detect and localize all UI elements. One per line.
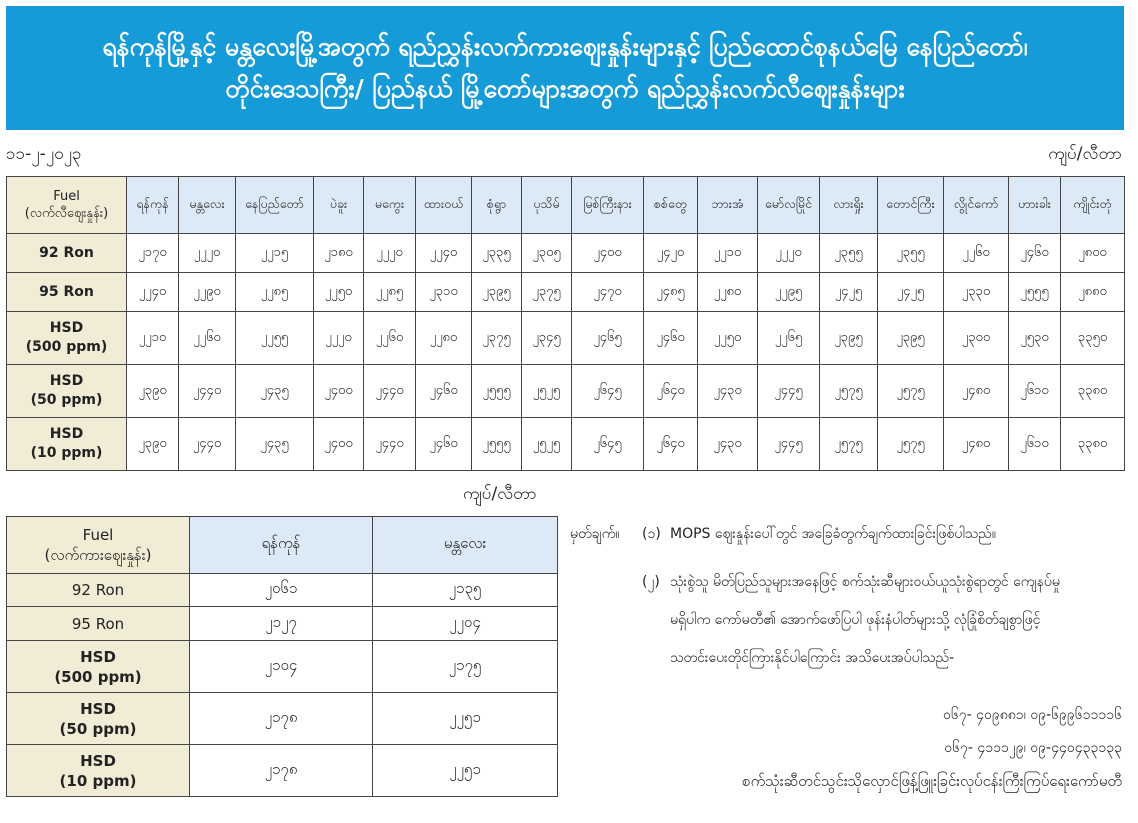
notes-label: မှတ်ချက်။ [570, 526, 620, 542]
city-column-header: ပဲခူး [314, 177, 364, 234]
fuel-type-cell [7, 234, 127, 273]
price-cell: ၂၂၀၄ [373, 607, 558, 641]
fuel-header-label: Fuel [82, 526, 114, 544]
fuel-type-cell [7, 312, 127, 365]
price-cell: ၂၄၀၀ [314, 365, 364, 418]
price-cell: ၂၈၈၀ [1061, 273, 1125, 312]
price-cell: ၂၄၄၅ [758, 365, 820, 418]
fuel-type-label: (10 ppm) [30, 445, 103, 461]
fuel-type-label: HSD [80, 647, 116, 666]
fuel-type-cell [7, 574, 190, 607]
fuel-type-cell [7, 607, 190, 641]
price-cell: ၂၂၅၁ [373, 693, 558, 745]
note-2-number: (၂) [642, 574, 660, 590]
retail-price-table [6, 176, 1125, 471]
title-line-2: တိုင်းဒေသကြီး/ ပြည်နယ် မြို့တော်များအတွက် ရည်ညွှန်းလက်လီဈေးနှုန်းများ [225, 74, 905, 103]
fuel-type-label: (500 ppm) [25, 339, 108, 355]
price-cell: ၂၄၃၅ [236, 365, 314, 418]
price-cell: ၂၃၉၀ [127, 365, 179, 418]
price-cell: ၂၁၂၇ [190, 607, 373, 641]
price-cell: ၂၄၂၅ [878, 273, 944, 312]
fuel-type-label: (50 ppm) [30, 392, 103, 408]
city-column-header: မန္တလေး [179, 177, 236, 234]
price-cell: ၂၁၀၄ [190, 641, 373, 693]
price-cell: ၂၃၉၀ [127, 418, 179, 471]
fuel-type-cell [7, 641, 190, 693]
fuel-type-cell [7, 273, 127, 312]
city-column-header: ပုသိမ် [522, 177, 572, 234]
wholesale-header-row [7, 517, 558, 574]
fuel-column-header [7, 517, 190, 574]
retail-row [7, 365, 1125, 418]
retail-row [7, 273, 1125, 312]
title-banner [6, 6, 1124, 130]
fuel-type-cell [7, 745, 190, 797]
price-cell: ၂၃၀၅ [522, 234, 572, 273]
price-date: ၁၁-၂-၂၀၂၃ [6, 144, 82, 164]
price-cell: ၂၂၉၀ [179, 273, 236, 312]
fuel-type-label: HSD [80, 699, 116, 718]
city-column-header: ရန်ကုန် [127, 177, 179, 234]
price-cell: ၂၅၅၅ [472, 365, 522, 418]
price-cell: ၂၂၁၀ [127, 312, 179, 365]
price-cell: ၂၃၉၅ [820, 312, 878, 365]
wholesale-row [7, 574, 558, 607]
fuel-type-cell [7, 418, 127, 471]
price-cell: ၂၄၄၅ [758, 418, 820, 471]
price-cell: ၂၆၁၀ [1009, 365, 1061, 418]
fuel-type-label: (500 ppm) [54, 667, 142, 686]
price-cell: ၃၃၈၀ [1061, 418, 1125, 471]
city-column-header: မကွေး [364, 177, 416, 234]
price-cell: ၂၂၈၅ [364, 273, 416, 312]
price-cell: ၂၂၈၀ [416, 312, 472, 365]
city-column-header: နေပြည်တော် [236, 177, 314, 234]
price-cell: ၂၄၃၅ [236, 418, 314, 471]
fuel-type-label: 95 Ron [39, 283, 94, 300]
price-cell: ၂၆၄၀ [644, 418, 698, 471]
fuel-header-sublabel: (လက်လီဈေးနှုန်း) [24, 206, 109, 221]
fuel-type-label: 92 Ron [71, 581, 125, 599]
fuel-type-cell [7, 693, 190, 745]
fuel-header-label: Fuel [53, 189, 80, 204]
price-cell: ၂၂၉၅ [758, 273, 820, 312]
price-cell: ၂၀၆၁ [190, 574, 373, 607]
price-cell: ၂၃၀၀ [944, 312, 1009, 365]
price-cell: ၃၃၅၀ [1061, 312, 1125, 365]
price-cell: ၂၄၈၀ [944, 365, 1009, 418]
price-cell: ၂၄၀၀ [572, 234, 644, 273]
wholesale-price-table [6, 516, 558, 797]
price-cell: ၂၅၃၀ [1009, 312, 1061, 365]
price-cell: ၂၅၇၅ [820, 365, 878, 418]
city-column-header: ထားဝယ် [416, 177, 472, 234]
price-cell: ၂၅၅၅ [472, 418, 522, 471]
price-cell: ၂၂၂၀ [314, 312, 364, 365]
wholesale-row [7, 693, 558, 745]
price-cell: ၂၂၄၀ [127, 273, 179, 312]
price-cell: ၂၄၂၀ [644, 234, 698, 273]
price-cell: ၂၄၂၅ [820, 273, 878, 312]
price-cell: ၂၄၆၀ [1009, 234, 1061, 273]
price-cell: ၂၂၁၀ [698, 234, 758, 273]
city-column-header: လွိုင်ကော် [944, 177, 1009, 234]
retail-row [7, 312, 1125, 365]
price-cell: ၂၄၈၅ [644, 273, 698, 312]
city-column-header: ဟားခါး [1009, 177, 1061, 234]
price-cell: ၂၂၂၀ [758, 234, 820, 273]
city-column-header: ဘားအံ [698, 177, 758, 234]
fuel-type-label: (10 ppm) [59, 771, 137, 790]
price-cell: ၂၄၆၀ [416, 365, 472, 418]
price-cell: ၂၄၆၅ [572, 312, 644, 365]
fuel-type-label: 95 Ron [71, 614, 125, 633]
price-cell: ၂၃၃၀ [944, 273, 1009, 312]
retail-row [7, 234, 1125, 273]
price-cell: ၂၃၅၅ [878, 234, 944, 273]
price-cell: ၂၁၇၅ [373, 641, 558, 693]
price-cell: ၂၆၄၅ [572, 418, 644, 471]
price-cell: ၂၂၆၀ [944, 234, 1009, 273]
price-cell: ၂၄၄၀ [179, 365, 236, 418]
retail-row [7, 418, 1125, 471]
price-cell: ၂၄၄၀ [364, 418, 416, 471]
fuel-header-sublabel: (လက်ကားဈေးနှုန်း) [44, 546, 152, 564]
fuel-type-label: 92 Ron [39, 244, 94, 261]
price-cell: ၂၆၄၀ [644, 365, 698, 418]
price-cell: ၂၅၇၅ [820, 418, 878, 471]
fuel-type-label: HSD [49, 426, 84, 442]
city-column-header: မြစ်ကြီးနား [572, 177, 644, 234]
price-cell: ၂၂၄၀ [416, 234, 472, 273]
price-cell: ၂၄၃၀ [698, 365, 758, 418]
price-cell: ၂၃၉၅ [878, 312, 944, 365]
price-cell: ၂၁၇၈ [190, 693, 373, 745]
price-cell: ၂၁၇၈ [190, 745, 373, 797]
city-column-header: မော်လမြိုင် [758, 177, 820, 234]
committee-signature: စက်သုံးဆီတင်သွင်းသိုလှောင်ဖြန့်ဖြူးခြင်းလုပ်ငန်းကြီးကြပ်ရေးကော်မတီ [742, 772, 1122, 790]
contact-phone-1: ၀၆၇- ၄၀၉၈၈၁၊ ၀၉-၆၉၉၆၁၁၁၁၆ [943, 707, 1122, 723]
price-cell: ၂၁၈၀ [314, 234, 364, 273]
fuel-type-label: HSD [49, 373, 84, 389]
price-cell: ၂၄၃၀ [698, 418, 758, 471]
price-cell: ၂၈၀၀ [1061, 234, 1125, 273]
price-cell: ၂၂၈၅ [236, 273, 314, 312]
retail-header-row [7, 177, 1125, 234]
fuel-type-label: (50 ppm) [59, 719, 137, 738]
contact-phone-2: ၀၆၇- ၄၁၁၁၂၉၊ ၀၉-၄၄၀၄၃၃၁၃၃ [944, 740, 1122, 756]
price-cell: ၂၄၀၀ [314, 418, 364, 471]
price-cell: ၂၂၆၀ [364, 312, 416, 365]
unit-label-retail: ကျပ်/လီတာ [1048, 144, 1122, 164]
fuel-type-label: HSD [80, 751, 116, 770]
city-column-header: လားရှိုး [820, 177, 878, 234]
fuel-type-label: HSD [49, 320, 84, 336]
note-2-text-line-2: မရှိပါက ကော်မတီ၏ အောက်ဖော်ပြပါ ဖုန်းနံပါတ်များသို့ လုံခြုံစိတ်ချစွာဖြင့် [670, 612, 1041, 628]
note-2-text-line-3: သတင်းပေးတိုင်ကြားနိုင်ပါကြောင်း အသိပေးအပ်ပါသည်- [670, 650, 955, 666]
price-cell: ၂၃၅၅ [820, 234, 878, 273]
price-cell: ၂၃၉၅ [472, 273, 522, 312]
price-cell: ၂၂၁၅ [236, 234, 314, 273]
city-column-header: စစ်တွေ [644, 177, 698, 234]
city-column-header: ရန်ကုန် [190, 517, 373, 574]
fuel-type-cell [7, 365, 127, 418]
price-cell: ၂၃၄၅ [522, 312, 572, 365]
price-cell: ၂၁၇၀ [127, 234, 179, 273]
price-cell: ၂၂၂၀ [179, 234, 236, 273]
price-cell: ၂၄၄၀ [179, 418, 236, 471]
unit-label-wholesale: ကျပ်/လီတာ [463, 484, 537, 504]
price-cell: ၂၄၆၀ [416, 418, 472, 471]
price-cell: ၂၅၂၅ [522, 365, 572, 418]
price-cell: ၂၄၇၀ [572, 273, 644, 312]
wholesale-row [7, 745, 558, 797]
price-cell: ၂၂၅၅ [236, 312, 314, 365]
wholesale-row [7, 607, 558, 641]
city-column-header: စုံရွာ [472, 177, 522, 234]
price-cell: ၂၃၇၅ [522, 273, 572, 312]
price-cell: ၂၅၂၅ [522, 418, 572, 471]
city-column-header: တောင်ကြီး [878, 177, 944, 234]
price-cell: ၂၅၇၅ [878, 418, 944, 471]
price-cell: ၂၆၄၅ [572, 365, 644, 418]
price-cell: ၂၆၁၀ [1009, 418, 1061, 471]
title-line-1: ရန်ကုန်မြို့နှင့် မန္တလေးမြို့အတွက် ရည်ညွှန်းလက်ကားဈေးနှုန်းများနှင့် ပြည်ထောင်စုနယ်မြေ နေပြည်တော်၊ [102, 32, 1028, 61]
price-cell: ၂၂၈၀ [698, 273, 758, 312]
price-cell: ၂၃၇၅ [472, 312, 522, 365]
city-column-header: ကျိုင်းတုံ [1061, 177, 1125, 234]
price-cell: ၂၄၈၀ [944, 418, 1009, 471]
note-1-text: MOPS ဈေးနှုန်းပေါ်တွင် အခြေခံတွက်ချက်ထားခြင်းဖြစ်ပါသည်။ [670, 526, 996, 542]
note-2-text-line-1: သုံးစွဲသူ မိတ်ပြည်သူများအနေဖြင့် စက်သုံးဆီများဝယ်ယူသုံးစွဲရာတွင် ကျေနပ်မှု [670, 574, 1060, 590]
price-cell: ၂၃၁၀ [416, 273, 472, 312]
city-column-header: မန္တလေး [373, 517, 558, 574]
price-cell: ၂၁၃၅ [373, 574, 558, 607]
price-cell: ၂၂၆၀ [179, 312, 236, 365]
price-cell: ၂၂၂၀ [364, 234, 416, 273]
price-cell: ၂၅၅၅ [1009, 273, 1061, 312]
price-cell: ၃၃၈၀ [1061, 365, 1125, 418]
price-cell: ၂၂၅၁ [373, 745, 558, 797]
wholesale-row [7, 641, 558, 693]
price-cell: ၂၃၃၅ [472, 234, 522, 273]
price-cell: ၂၄၄၀ [364, 365, 416, 418]
note-1-number: (၁) [642, 526, 661, 542]
price-cell: ၂၄၆၀ [644, 312, 698, 365]
price-cell: ၂၂၅၀ [314, 273, 364, 312]
fuel-column-header [7, 177, 127, 234]
price-cell: ၂၅၇၅ [878, 365, 944, 418]
price-cell: ၂၂၆၅ [758, 312, 820, 365]
price-cell: ၂၂၅၀ [698, 312, 758, 365]
